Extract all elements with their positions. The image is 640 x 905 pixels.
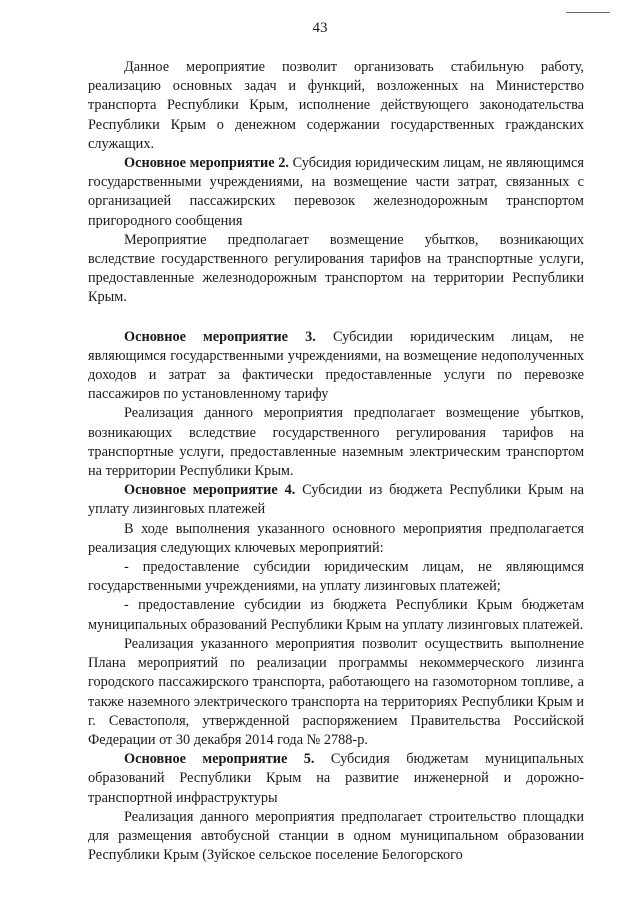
paragraph-5: Реализация данного мероприятия предполагает возмещение убытков, возникающих вследствие государственного регулирования тарифов на транспортные услуги, предоставленные наземным электрическим транспортом на территории Республики Крым.	[88, 405, 584, 480]
measure-heading: Основное мероприятие 2.	[124, 155, 289, 172]
measure-heading: Основное мероприятие 4.	[124, 482, 296, 499]
paragraph-10: Реализация указанного мероприятия позволит осуществить выполнение Плана мероприятий по реализации программы некоммерческого лизинга городского пассажирского транспорта, работающего на газомоторном топливе, а также наземного электрического транспорта на территориях Республики Крым и г. Севастополя, утвержденной распоряжением Правительства Российской Федерации от 30 декабря 2014 года № 2788-р.	[88, 635, 584, 748]
paragraph-4: Основное мероприятие 3. Субсидии юридическим лицам, не являющимся государственными учреждениями, на возмещение недополученных доходов и затрат за фактически предоставленные услуги по перевозке пассажиров по установленному тарифу	[88, 328, 584, 403]
measure-heading: Основное мероприятие 3.	[124, 328, 316, 345]
paragraph-2: Основное мероприятие 2. Субсидия юридическим лицам, не являющимся государственными учреждениями, на возмещение части затрат, связанных с организацией пассажирских перевозок железнодорожным транспортом пригородного сообщения	[88, 155, 584, 229]
paragraph-6: Основное мероприятие 4. Субсидии из бюджета Республики Крым на уплату лизинговых платежей	[88, 482, 584, 518]
paragraph-11: Основное мероприятие 5. Субсидия бюджетам муниципальных образований Республики Крым на развитие инженерной и дорожно-транспортной инфраструктуры	[88, 751, 584, 806]
document-body	[88, 58, 584, 865]
paragraph-12: Реализация данного мероприятия предполагает строительство площадки для размещения автобусной станции в одном муниципальном образовании Республики Крым (Зуйское сельское поселение Белогорского	[88, 808, 584, 864]
paragraph-1: Данное мероприятие позволит организовать стабильную работу, реализацию основных задач и функций, возложенных на Министерство транспорта Республики Крым, исполнение действующего законодательства Республики Крым о денежном содержании государственных гражданских служащих.	[88, 59, 584, 152]
list-item-1: - предоставление субсидии юридическим лицам, не являющимся государственными учреждениями, на уплату лизинговых платежей;	[88, 559, 584, 595]
paragraph-3: Мероприятие предполагает возмещение убытков, возникающих вследствие государственного регулирования тарифов на транспортные услуги, предоставленные железнодорожным транспортом на территории Республики Крым.	[88, 231, 584, 306]
paragraph-7: В ходе выполнения указанного основного мероприятия предполагается реализация следующих ключевых мероприятий:	[88, 520, 584, 556]
page-number: 43	[312, 20, 328, 36]
list-item-2: - предоставление субсидии из бюджета Республики Крым бюджетам муниципальных образований Республики Крым на уплату лизинговых платежей.	[88, 597, 584, 633]
scan-mark	[566, 12, 610, 13]
measure-heading: Основное мероприятие 5.	[124, 751, 315, 768]
